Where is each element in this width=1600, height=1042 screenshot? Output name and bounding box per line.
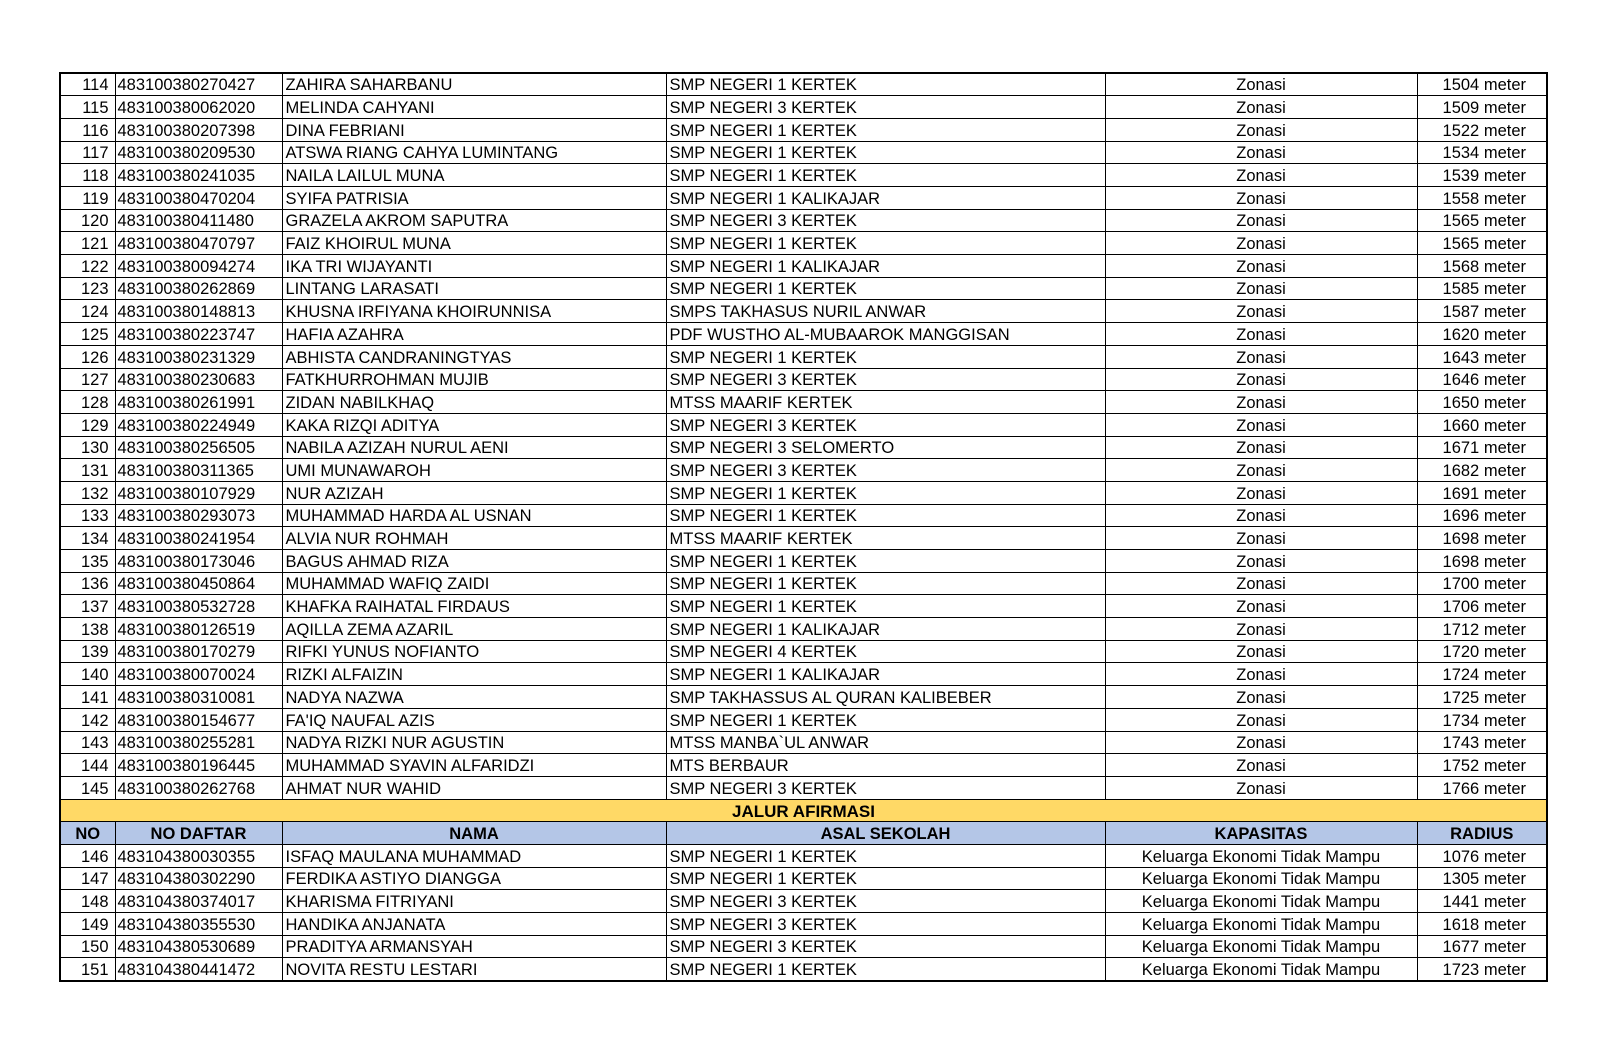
cell-no: 146 (60, 844, 115, 867)
table-row (60, 890, 1547, 913)
cell-no-daftar: 483104380441472 (115, 958, 282, 981)
cell-asal-sekolah: SMP NEGERI 1 KERTEK (666, 277, 1105, 300)
cell-no: 132 (60, 481, 115, 504)
cell-asal-sekolah: SMP NEGERI 1 KERTEK (666, 958, 1105, 981)
cell-nama: BAGUS AHMAD RIZA (282, 550, 666, 573)
cell-asal-sekolah: MTSS MANBA`UL ANWAR (666, 731, 1105, 754)
cell-radius: 1646 meter (1417, 368, 1547, 391)
cell-kapasitas: Keluarga Ekonomi Tidak Mampu (1105, 844, 1417, 867)
cell-no-daftar: 483100380070024 (115, 663, 282, 686)
cell-asal-sekolah: SMP NEGERI 1 KERTEK (666, 164, 1105, 187)
header-nama: NAMA (282, 822, 666, 845)
cell-nama: HAFIA AZAHRA (282, 323, 666, 346)
table-row (60, 277, 1547, 300)
cell-no-daftar: 483100380532728 (115, 595, 282, 618)
cell-asal-sekolah: MTSS MAARIF KERTEK (666, 391, 1105, 414)
cell-kapasitas: Zonasi (1105, 323, 1417, 346)
cell-kapasitas: Zonasi (1105, 164, 1417, 187)
cell-kapasitas: Keluarga Ekonomi Tidak Mampu (1105, 867, 1417, 890)
section-title: JALUR AFIRMASI (60, 799, 1547, 822)
cell-asal-sekolah: SMP NEGERI 1 KERTEK (666, 232, 1105, 255)
table-row (60, 300, 1547, 323)
cell-no-daftar: 483100380262869 (115, 277, 282, 300)
cell-kapasitas: Zonasi (1105, 481, 1417, 504)
cell-asal-sekolah: SMP NEGERI 3 KERTEK (666, 368, 1105, 391)
cell-nama: UMI MUNAWAROH (282, 459, 666, 482)
cell-asal-sekolah: SMP NEGERI 1 KALIKAJAR (666, 618, 1105, 641)
cell-nama: ABHISTA CANDRANINGTYAS (282, 345, 666, 368)
cell-asal-sekolah: PDF WUSTHO AL-MUBAAROK MANGGISAN (666, 323, 1105, 346)
cell-no-daftar: 483100380154677 (115, 708, 282, 731)
cell-no-daftar: 483100380293073 (115, 504, 282, 527)
cell-nama: ALVIA NUR ROHMAH (282, 527, 666, 550)
cell-asal-sekolah: SMP TAKHASSUS AL QURAN KALIBEBER (666, 686, 1105, 709)
cell-radius: 1620 meter (1417, 323, 1547, 346)
cell-radius: 1650 meter (1417, 391, 1547, 414)
cell-kapasitas: Keluarga Ekonomi Tidak Mampu (1105, 890, 1417, 913)
cell-nama: MUHAMMAD HARDA AL USNAN (282, 504, 666, 527)
header-no-daftar: NO DAFTAR (115, 822, 282, 845)
header-kapasitas: KAPASITAS (1105, 822, 1417, 845)
cell-radius: 1509 meter (1417, 96, 1547, 119)
table-row (60, 776, 1547, 799)
cell-no-daftar: 483100380255281 (115, 731, 282, 754)
cell-asal-sekolah: SMP NEGERI 1 KERTEK (666, 572, 1105, 595)
section-title-row (60, 799, 1547, 822)
cell-radius: 1618 meter (1417, 913, 1547, 936)
table-row (60, 368, 1547, 391)
cell-kapasitas: Zonasi (1105, 368, 1417, 391)
cell-radius: 1671 meter (1417, 436, 1547, 459)
table-row (60, 913, 1547, 936)
cell-kapasitas: Zonasi (1105, 776, 1417, 799)
cell-kapasitas: Keluarga Ekonomi Tidak Mampu (1105, 935, 1417, 958)
cell-kapasitas: Zonasi (1105, 118, 1417, 141)
cell-nama: MELINDA CAHYANI (282, 96, 666, 119)
student-list-table (59, 72, 1548, 982)
cell-radius: 1677 meter (1417, 935, 1547, 958)
cell-no-daftar: 483100380207398 (115, 118, 282, 141)
table-row (60, 686, 1547, 709)
cell-nama: DINA FEBRIANI (282, 118, 666, 141)
cell-kapasitas: Zonasi (1105, 255, 1417, 278)
cell-asal-sekolah: SMP NEGERI 3 KERTEK (666, 96, 1105, 119)
cell-asal-sekolah: SMP NEGERI 3 KERTEK (666, 935, 1105, 958)
table-row (60, 141, 1547, 164)
header-no: NO (60, 822, 115, 845)
cell-radius: 1504 meter (1417, 73, 1547, 96)
cell-nama: IKA TRI WIJAYANTI (282, 255, 666, 278)
cell-no: 136 (60, 572, 115, 595)
cell-nama: KHAFKA RAIHATAL FIRDAUS (282, 595, 666, 618)
cell-no-daftar: 483100380209530 (115, 141, 282, 164)
cell-radius: 1724 meter (1417, 663, 1547, 686)
cell-no: 149 (60, 913, 115, 936)
cell-no-daftar: 483100380310081 (115, 686, 282, 709)
cell-asal-sekolah: MTS BERBAUR (666, 754, 1105, 777)
cell-no-daftar: 483100380223747 (115, 323, 282, 346)
cell-kapasitas: Zonasi (1105, 731, 1417, 754)
cell-radius: 1723 meter (1417, 958, 1547, 981)
cell-radius: 1565 meter (1417, 232, 1547, 255)
cell-radius: 1441 meter (1417, 890, 1547, 913)
cell-no-daftar: 483100380411480 (115, 209, 282, 232)
table-row (60, 754, 1547, 777)
cell-asal-sekolah: MTSS MAARIF KERTEK (666, 527, 1105, 550)
cell-no-daftar: 483100380311365 (115, 459, 282, 482)
table-row (60, 731, 1547, 754)
cell-kapasitas: Zonasi (1105, 141, 1417, 164)
cell-radius: 1522 meter (1417, 118, 1547, 141)
table-row (60, 96, 1547, 119)
cell-kapasitas: Zonasi (1105, 300, 1417, 323)
cell-nama: AQILLA ZEMA AZARIL (282, 618, 666, 641)
cell-nama: MUHAMMAD WAFIQ ZAIDI (282, 572, 666, 595)
cell-no-daftar: 483100380173046 (115, 550, 282, 573)
cell-kapasitas: Zonasi (1105, 640, 1417, 663)
cell-kapasitas: Zonasi (1105, 686, 1417, 709)
header-row (60, 822, 1547, 845)
cell-no: 147 (60, 867, 115, 890)
cell-radius: 1720 meter (1417, 640, 1547, 663)
cell-no: 116 (60, 118, 115, 141)
table-row (60, 187, 1547, 210)
cell-asal-sekolah: SMP NEGERI 1 KERTEK (666, 550, 1105, 573)
cell-asal-sekolah: SMP NEGERI 1 KERTEK (666, 867, 1105, 890)
cell-no: 138 (60, 618, 115, 641)
cell-kapasitas: Zonasi (1105, 345, 1417, 368)
cell-no-daftar: 483104380302290 (115, 867, 282, 890)
cell-nama: PRADITYA ARMANSYAH (282, 935, 666, 958)
cell-no: 130 (60, 436, 115, 459)
cell-radius: 1700 meter (1417, 572, 1547, 595)
cell-no: 148 (60, 890, 115, 913)
cell-nama: AHMAT NUR WAHID (282, 776, 666, 799)
cell-no-daftar: 483100380231329 (115, 345, 282, 368)
table-row (60, 481, 1547, 504)
table-row (60, 867, 1547, 890)
cell-nama: LINTANG LARASATI (282, 277, 666, 300)
cell-asal-sekolah: SMP NEGERI 3 KERTEK (666, 913, 1105, 936)
cell-no-daftar: 483100380270427 (115, 73, 282, 96)
cell-radius: 1734 meter (1417, 708, 1547, 731)
cell-nama: ZIDAN NABILKHAQ (282, 391, 666, 414)
header-radius: RADIUS (1417, 822, 1547, 845)
cell-kapasitas: Zonasi (1105, 550, 1417, 573)
cell-no: 134 (60, 527, 115, 550)
cell-kapasitas: Zonasi (1105, 96, 1417, 119)
cell-no-daftar: 483104380355530 (115, 913, 282, 936)
cell-asal-sekolah: SMP NEGERI 3 SELOMERTO (666, 436, 1105, 459)
cell-radius: 1698 meter (1417, 550, 1547, 573)
cell-radius: 1568 meter (1417, 255, 1547, 278)
cell-kapasitas: Zonasi (1105, 232, 1417, 255)
table-row (60, 345, 1547, 368)
cell-nama: SYIFA PATRISIA (282, 187, 666, 210)
cell-no-daftar: 483100380148813 (115, 300, 282, 323)
cell-kapasitas: Zonasi (1105, 73, 1417, 96)
cell-no-daftar: 483100380094274 (115, 255, 282, 278)
cell-nama: NUR AZIZAH (282, 481, 666, 504)
cell-nama: ZAHIRA SAHARBANU (282, 73, 666, 96)
cell-kapasitas: Keluarga Ekonomi Tidak Mampu (1105, 913, 1417, 936)
cell-no-daftar: 483100380450864 (115, 572, 282, 595)
cell-kapasitas: Zonasi (1105, 618, 1417, 641)
cell-asal-sekolah: SMP NEGERI 1 KERTEK (666, 504, 1105, 527)
cell-nama: NABILA AZIZAH NURUL AENI (282, 436, 666, 459)
cell-asal-sekolah: SMP NEGERI 1 KERTEK (666, 345, 1105, 368)
cell-no: 135 (60, 550, 115, 573)
cell-radius: 1539 meter (1417, 164, 1547, 187)
table-row (60, 572, 1547, 595)
table-row (60, 209, 1547, 232)
cell-no: 124 (60, 300, 115, 323)
cell-nama: KAKA RIZQI ADITYA (282, 413, 666, 436)
cell-asal-sekolah: SMP NEGERI 1 KERTEK (666, 118, 1105, 141)
cell-radius: 1643 meter (1417, 345, 1547, 368)
cell-kapasitas: Zonasi (1105, 391, 1417, 414)
cell-radius: 1725 meter (1417, 686, 1547, 709)
cell-no: 142 (60, 708, 115, 731)
cell-no: 127 (60, 368, 115, 391)
cell-radius: 1696 meter (1417, 504, 1547, 527)
cell-no: 121 (60, 232, 115, 255)
cell-no-daftar: 483104380530689 (115, 935, 282, 958)
cell-asal-sekolah: SMP NEGERI 3 KERTEK (666, 413, 1105, 436)
cell-asal-sekolah: SMP NEGERI 3 KERTEK (666, 209, 1105, 232)
cell-radius: 1558 meter (1417, 187, 1547, 210)
cell-asal-sekolah: SMP NEGERI 3 KERTEK (666, 776, 1105, 799)
cell-radius: 1585 meter (1417, 277, 1547, 300)
cell-kapasitas: Keluarga Ekonomi Tidak Mampu (1105, 958, 1417, 981)
table-row (60, 436, 1547, 459)
cell-radius: 1660 meter (1417, 413, 1547, 436)
cell-no: 139 (60, 640, 115, 663)
cell-radius: 1565 meter (1417, 209, 1547, 232)
table-row (60, 618, 1547, 641)
table-row (60, 663, 1547, 686)
cell-no: 150 (60, 935, 115, 958)
afirmasi-rows (60, 844, 1547, 980)
cell-no: 120 (60, 209, 115, 232)
cell-radius: 1706 meter (1417, 595, 1547, 618)
cell-no: 145 (60, 776, 115, 799)
cell-no: 140 (60, 663, 115, 686)
cell-nama: HANDIKA ANJANATA (282, 913, 666, 936)
table-row (60, 255, 1547, 278)
cell-asal-sekolah: SMP NEGERI 3 KERTEK (666, 890, 1105, 913)
cell-nama: KHUSNA IRFIYANA KHOIRUNNISA (282, 300, 666, 323)
cell-nama: NOVITA RESTU LESTARI (282, 958, 666, 981)
cell-nama: GRAZELA AKROM SAPUTRA (282, 209, 666, 232)
cell-kapasitas: Zonasi (1105, 413, 1417, 436)
cell-nama: ISFAQ MAULANA MUHAMMAD (282, 844, 666, 867)
cell-nama: MUHAMMAD SYAVIN ALFARIDZI (282, 754, 666, 777)
cell-asal-sekolah: SMP NEGERI 1 KALIKAJAR (666, 187, 1105, 210)
cell-no-daftar: 483100380107929 (115, 481, 282, 504)
header-asal-sekolah: ASAL SEKOLAH (666, 822, 1105, 845)
table-row (60, 595, 1547, 618)
cell-asal-sekolah: SMP NEGERI 1 KERTEK (666, 141, 1105, 164)
cell-no: 115 (60, 96, 115, 119)
table-row (60, 413, 1547, 436)
cell-kapasitas: Zonasi (1105, 527, 1417, 550)
cell-asal-sekolah: SMP NEGERI 3 KERTEK (666, 459, 1105, 482)
cell-kapasitas: Zonasi (1105, 187, 1417, 210)
cell-radius: 1587 meter (1417, 300, 1547, 323)
cell-no: 117 (60, 141, 115, 164)
cell-radius: 1076 meter (1417, 844, 1547, 867)
cell-no-daftar: 483104380374017 (115, 890, 282, 913)
cell-kapasitas: Zonasi (1105, 436, 1417, 459)
cell-no: 133 (60, 504, 115, 527)
table-row (60, 459, 1547, 482)
table-row (60, 958, 1547, 981)
cell-no: 119 (60, 187, 115, 210)
cell-no-daftar: 483100380241035 (115, 164, 282, 187)
cell-no: 114 (60, 73, 115, 96)
cell-nama: FATKHURROHMAN MUJIB (282, 368, 666, 391)
cell-no-daftar: 483100380241954 (115, 527, 282, 550)
cell-nama: FA'IQ NAUFAL AZIS (282, 708, 666, 731)
table-row (60, 391, 1547, 414)
cell-asal-sekolah: SMP NEGERI 1 KERTEK (666, 844, 1105, 867)
cell-no: 143 (60, 731, 115, 754)
cell-radius: 1766 meter (1417, 776, 1547, 799)
cell-radius: 1691 meter (1417, 481, 1547, 504)
cell-no-daftar: 483100380261991 (115, 391, 282, 414)
cell-kapasitas: Zonasi (1105, 459, 1417, 482)
cell-radius: 1305 meter (1417, 867, 1547, 890)
cell-no: 126 (60, 345, 115, 368)
cell-no-daftar: 483100380062020 (115, 96, 282, 119)
afirmasi-section (60, 799, 1547, 844)
table-row (60, 935, 1547, 958)
cell-kapasitas: Zonasi (1105, 572, 1417, 595)
cell-no-daftar: 483100380470204 (115, 187, 282, 210)
cell-nama: ATSWA RIANG CAHYA LUMINTANG (282, 141, 666, 164)
cell-kapasitas: Zonasi (1105, 209, 1417, 232)
cell-no: 125 (60, 323, 115, 346)
table-row (60, 118, 1547, 141)
cell-kapasitas: Zonasi (1105, 595, 1417, 618)
cell-no-daftar: 483100380470797 (115, 232, 282, 255)
cell-no: 151 (60, 958, 115, 981)
cell-no-daftar: 483100380262768 (115, 776, 282, 799)
cell-asal-sekolah: SMP NEGERI 1 KERTEK (666, 595, 1105, 618)
table-row (60, 164, 1547, 187)
cell-no-daftar: 483100380256505 (115, 436, 282, 459)
table-row (60, 527, 1547, 550)
cell-asal-sekolah: SMP NEGERI 1 KALIKAJAR (666, 663, 1105, 686)
table-row (60, 73, 1547, 96)
table-row (60, 640, 1547, 663)
cell-radius: 1534 meter (1417, 141, 1547, 164)
cell-no: 118 (60, 164, 115, 187)
table-row (60, 550, 1547, 573)
cell-no-daftar: 483104380030355 (115, 844, 282, 867)
cell-no: 141 (60, 686, 115, 709)
cell-no: 128 (60, 391, 115, 414)
table-row (60, 323, 1547, 346)
table-row (60, 844, 1547, 867)
cell-nama: FERDIKA ASTIYO DIANGGA (282, 867, 666, 890)
zonasi-rows (60, 73, 1547, 799)
table-row (60, 504, 1547, 527)
cell-no: 131 (60, 459, 115, 482)
cell-radius: 1712 meter (1417, 618, 1547, 641)
cell-asal-sekolah: SMP NEGERI 1 KERTEK (666, 73, 1105, 96)
table-row (60, 708, 1547, 731)
cell-kapasitas: Zonasi (1105, 504, 1417, 527)
cell-radius: 1682 meter (1417, 459, 1547, 482)
cell-asal-sekolah: SMP NEGERI 1 KERTEK (666, 481, 1105, 504)
cell-no-daftar: 483100380126519 (115, 618, 282, 641)
cell-radius: 1752 meter (1417, 754, 1547, 777)
cell-kapasitas: Zonasi (1105, 708, 1417, 731)
cell-radius: 1698 meter (1417, 527, 1547, 550)
cell-radius: 1743 meter (1417, 731, 1547, 754)
cell-asal-sekolah: SMP NEGERI 1 KERTEK (666, 708, 1105, 731)
cell-nama: RIFKI YUNUS NOFIANTO (282, 640, 666, 663)
cell-no-daftar: 483100380230683 (115, 368, 282, 391)
cell-no: 137 (60, 595, 115, 618)
cell-nama: KHARISMA FITRIYANI (282, 890, 666, 913)
cell-kapasitas: Zonasi (1105, 277, 1417, 300)
cell-kapasitas: Zonasi (1105, 754, 1417, 777)
cell-kapasitas: Zonasi (1105, 663, 1417, 686)
cell-nama: RIZKI ALFAIZIN (282, 663, 666, 686)
cell-asal-sekolah: SMP NEGERI 4 KERTEK (666, 640, 1105, 663)
cell-nama: NADYA NAZWA (282, 686, 666, 709)
cell-no: 123 (60, 277, 115, 300)
cell-nama: FAIZ KHOIRUL MUNA (282, 232, 666, 255)
cell-asal-sekolah: SMPS TAKHASUS NURIL ANWAR (666, 300, 1105, 323)
table-row (60, 232, 1547, 255)
cell-nama: NADYA RIZKI NUR AGUSTIN (282, 731, 666, 754)
cell-nama: NAILA LAILUL MUNA (282, 164, 666, 187)
cell-no: 144 (60, 754, 115, 777)
cell-no: 129 (60, 413, 115, 436)
cell-no-daftar: 483100380196445 (115, 754, 282, 777)
cell-asal-sekolah: SMP NEGERI 1 KALIKAJAR (666, 255, 1105, 278)
cell-no-daftar: 483100380224949 (115, 413, 282, 436)
cell-no-daftar: 483100380170279 (115, 640, 282, 663)
cell-no: 122 (60, 255, 115, 278)
